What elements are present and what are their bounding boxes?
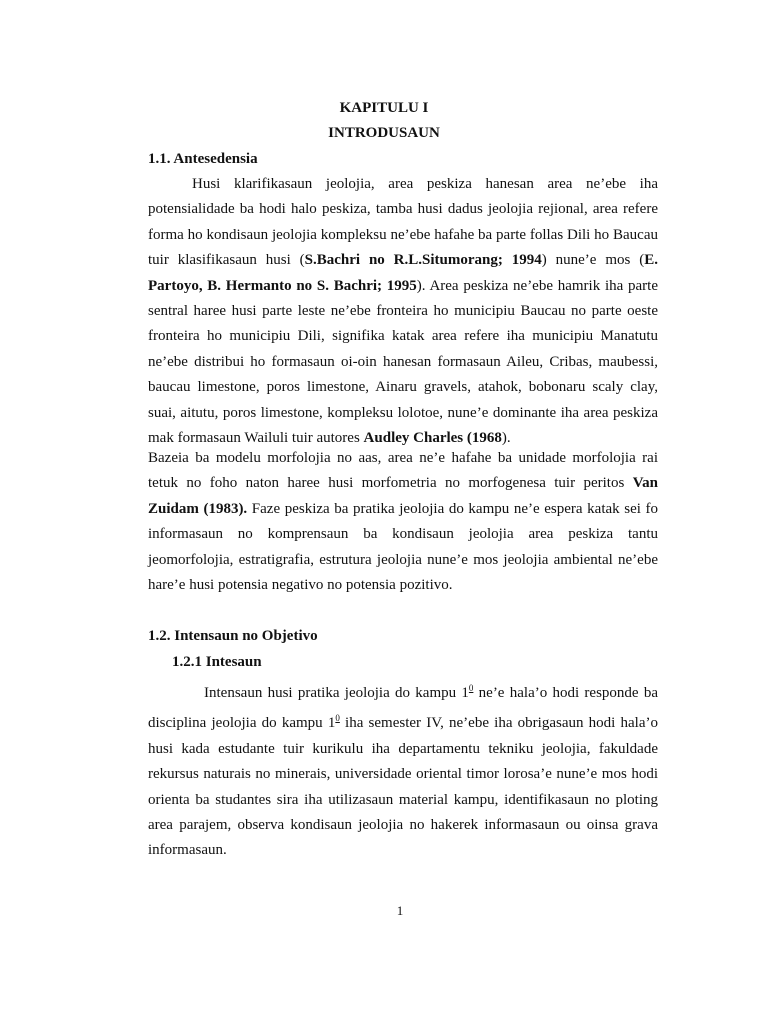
section-heading-antesedensia: 1.1. Antesedensia [148, 151, 258, 167]
paragraph-antesedensia-1: Husi klarifikasaun jeolojia, area peskiza hanesan area ne’ebe iha potensialidade ba hodi halo peskiza, tamba husi dadus jeolojia rejional, area refere forma ho kondisaun jeolojia kompleksu ne’ebe hafahe ba parte follas Dili ho Baucau tuir klasifikasaun husi (S.Bachri no R.L.Situmorang; 1994) nune’e mos (E. Partoyo, B. Hermanto no S. Bachri; 1995). Area peskiza ne’ebe hamrik iha parte sentral haree husi parte leste ne’ebe fronteira ho municipiu Baucau no parte oeste fronteira ho municipiu Dili, signifika katak area refere iha municipiu Manatutu ne’ebe distribui ho formasaun oi-oin hanesan formasaun Aileu, Cribas, maubessi, baucau limestone, poros limestone, Ainaru gravels, atahok, bobonaru scaly clay, suai, aitutu, poros limestone, kompleksu lolotoe, nune’e dominante iha area peskiza mak formasaun Wailuli tuir autores Audley Charles (1968). [148, 176, 658, 447]
section-heading-intensaun-objetivo: 1.2. Intensaun no Objetivo [148, 628, 318, 644]
page-number: 1 [396, 903, 404, 918]
chapter-number: KAPITULU I [339, 100, 429, 116]
paragraph-intesaun: Intensaun husi pratika jeolojia do kampu $1^0$ ne’e hala’o hodi responde ba disciplina jeolojia do kampu $1^0$ iha semester IV, ne’ebe iha obrigasaun hodi hala’o husi kada estudante tuir kurikulu iha departamentu tekniku jeolojia, fakuldade rekursus naturais no minerais, universidade oriental timor lorosa’e nune’e mos hodi orienta ba studantes sira iha utilizasaun material kampu, identifikasaun no ploting area parajem, observa kondisaun jeolojia no hakerek informasaun ou oinsa grava informasaun. [148, 683, 658, 859]
paragraph-antesedensia-2: Bazeia ba modelu morfolojia no aas, area ne’e hafahe ba unidade morfolojia rai tetuk no foho naton haree husi morfometria no morfogenesa tuir peritos Van Zuidam (1983). Faze peskiza ba pratika jeolojia do kampu ne’e espera katak sei fo informasaun no komprensaun ba kondisaun jeolojia area peskiza tantu jeomorfolojia, estratigrafia, estrutura jeolojia nune’e mos jeolojia ambiental ne’ebe hare’e husi potensia negativo no potensia pozitivo. [148, 450, 658, 594]
subsection-heading-intesaun: 1.2.1 Intesaun [172, 654, 262, 670]
chapter-title: INTRODUSAUN [328, 125, 440, 141]
